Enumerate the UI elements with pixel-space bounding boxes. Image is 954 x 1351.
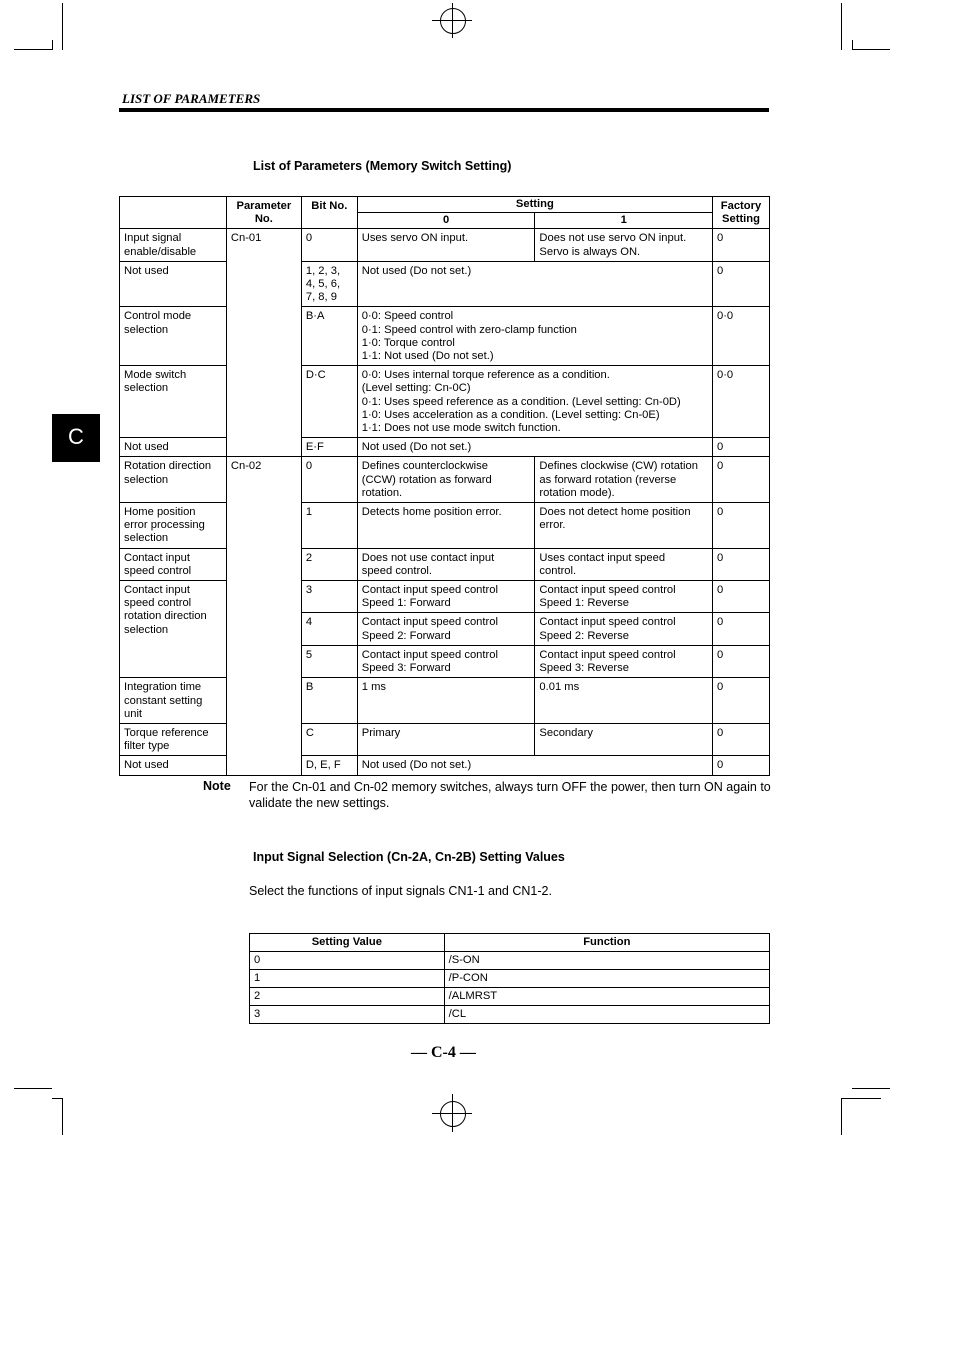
note-text: For the Cn-01 and Cn-02 memory switches, always turn OFF the power, then turn ON again to validate the new settings. (249, 780, 771, 810)
row-name: Rotation direction selection (120, 457, 227, 503)
header-bit-no: Bit No. (301, 197, 357, 229)
factory-setting: 0 (712, 645, 769, 677)
input-signal-table (249, 933, 770, 1024)
factory-setting: 0 (712, 723, 769, 755)
table-row (120, 261, 770, 307)
setting-1: Does not use servo ON input. Servo is always ON. (535, 229, 713, 261)
table-row (250, 952, 770, 970)
row-name: Torque reference filter type (120, 723, 227, 755)
setting-0: Primary (357, 723, 535, 755)
section-title-input-signal: Input Signal Selection (Cn-2A, Cn-2B) Setting Values (253, 850, 565, 864)
bit-no: B·A (301, 307, 357, 366)
setting-0: 1 ms (357, 678, 535, 724)
setting-0: Detects home position error. (357, 503, 535, 549)
setting-value: 3 (250, 1006, 445, 1024)
setting-0: Does not use contact input speed control. (357, 548, 535, 580)
row-name: Home position error processing selection (120, 503, 227, 549)
header-rule (119, 108, 769, 112)
header-setting-0: 0 (357, 213, 535, 229)
factory-setting: 0 (712, 457, 769, 503)
bit-no: B (301, 678, 357, 724)
setting-1: 0.01 ms (535, 678, 713, 724)
bit-no: D, E, F (301, 756, 357, 775)
setting-0: Contact input speed control Speed 2: Forward (357, 613, 535, 645)
header-factory-setting: Factory Setting (712, 197, 769, 229)
header-function: Function (444, 934, 769, 952)
bit-no: 3 (301, 581, 357, 613)
header-name (120, 197, 227, 229)
row-name: Contact input speed control (120, 548, 227, 580)
bit-no: 4 (301, 613, 357, 645)
table-row (120, 366, 770, 438)
bit-no: 0 (301, 457, 357, 503)
function: /ALMRST (444, 988, 769, 1006)
table-row (120, 307, 770, 366)
table-row (250, 1006, 770, 1024)
row-name: Mode switch selection (120, 366, 227, 438)
header-parameter-no: Parameter No. (226, 197, 301, 229)
setting-merged: 0·0: Speed control 0·1: Speed control with zero-clamp function 1·0: Torque control 1·1: Not used (Do not set.) (357, 307, 712, 366)
setting-0: Contact input speed control Speed 1: Forward (357, 581, 535, 613)
row-name: Not used (120, 756, 227, 775)
table-row (120, 229, 770, 261)
side-tab: C (52, 414, 100, 462)
setting-0: Contact input speed control Speed 3: Forward (357, 645, 535, 677)
setting-value: 0 (250, 952, 445, 970)
bit-no: 1 (301, 503, 357, 549)
setting-merged: 0·0: Uses internal torque reference as a condition. (Level setting: Cn-0C) 0·1: Uses speed reference as a condition. (Level setting: Cn-0D) 1·0: Uses acceleration as a condition. (Level setting: Cn-0E) 1·1: Does not use mode switch function. (357, 366, 712, 438)
factory-setting: 0 (712, 756, 769, 775)
row-name: Control mode selection (120, 307, 227, 366)
setting-merged: Not used (Do not set.) (357, 756, 712, 775)
header-setting-1: 1 (535, 213, 713, 229)
table-row (120, 503, 770, 549)
bit-no: 5 (301, 645, 357, 677)
bit-no: 0 (301, 229, 357, 261)
row-name: Not used (120, 438, 227, 457)
setting-1: Uses contact input speed control. (535, 548, 713, 580)
param-no: Cn-01 (226, 229, 301, 457)
factory-setting: 0·0 (712, 307, 769, 366)
section-intro: Select the functions of input signals CN1-1 and CN1-2. (249, 884, 552, 898)
setting-value: 1 (250, 970, 445, 988)
setting-merged: Not used (Do not set.) (357, 438, 712, 457)
setting-0: Uses servo ON input. (357, 229, 535, 261)
table-row (250, 988, 770, 1006)
setting-value: 2 (250, 988, 445, 1006)
param-no: Cn-02 (226, 457, 301, 775)
factory-setting: 0 (712, 548, 769, 580)
memory-switch-table (119, 196, 770, 776)
table-row (120, 438, 770, 457)
header-setting-value: Setting Value (250, 934, 445, 952)
setting-1: Contact input speed control Speed 3: Reverse (535, 645, 713, 677)
bit-no: D·C (301, 366, 357, 438)
table-row (250, 970, 770, 988)
bit-no: 1, 2, 3, 4, 5, 6, 7, 8, 9 (301, 261, 357, 307)
factory-setting: 0 (712, 678, 769, 724)
setting-1: Secondary (535, 723, 713, 755)
row-name: Not used (120, 261, 227, 307)
factory-setting: 0 (712, 261, 769, 307)
table-row (120, 678, 770, 724)
setting-1: Contact input speed control Speed 1: Reverse (535, 581, 713, 613)
row-name: Contact input speed control rotation direction selection (120, 581, 227, 678)
table-row (120, 756, 770, 775)
setting-merged: Not used (Do not set.) (357, 261, 712, 307)
row-name: Integration time constant setting unit (120, 678, 227, 724)
section-title-memory-switch: List of Parameters (Memory Switch Setting) (253, 159, 512, 173)
table-row (120, 457, 770, 503)
setting-0: Defines counterclockwise (CCW) rotation as forward rotation. (357, 457, 535, 503)
factory-setting: 0 (712, 229, 769, 261)
setting-1: Contact input speed control Speed 2: Reverse (535, 613, 713, 645)
setting-1: Does not detect home position error. (535, 503, 713, 549)
function: /CL (444, 1006, 769, 1024)
function: /S-ON (444, 952, 769, 970)
bit-no: E·F (301, 438, 357, 457)
bit-no: 2 (301, 548, 357, 580)
running-header: LIST OF PARAMETERS (122, 91, 261, 106)
table-row (120, 581, 770, 613)
row-name: Input signal enable/disable (120, 229, 227, 261)
function: /P-CON (444, 970, 769, 988)
header-setting: Setting (357, 197, 712, 213)
bit-no: C (301, 723, 357, 755)
table-row (120, 548, 770, 580)
factory-setting: 0 (712, 503, 769, 549)
setting-1: Defines clockwise (CW) rotation as forward rotation (reverse rotation mode). (535, 457, 713, 503)
factory-setting: 0·0 (712, 366, 769, 438)
page-number: — C-4 — (411, 1044, 476, 1061)
factory-setting: 0 (712, 438, 769, 457)
factory-setting: 0 (712, 613, 769, 645)
table-row (120, 723, 770, 755)
note-label: Note (203, 779, 231, 793)
factory-setting: 0 (712, 581, 769, 613)
